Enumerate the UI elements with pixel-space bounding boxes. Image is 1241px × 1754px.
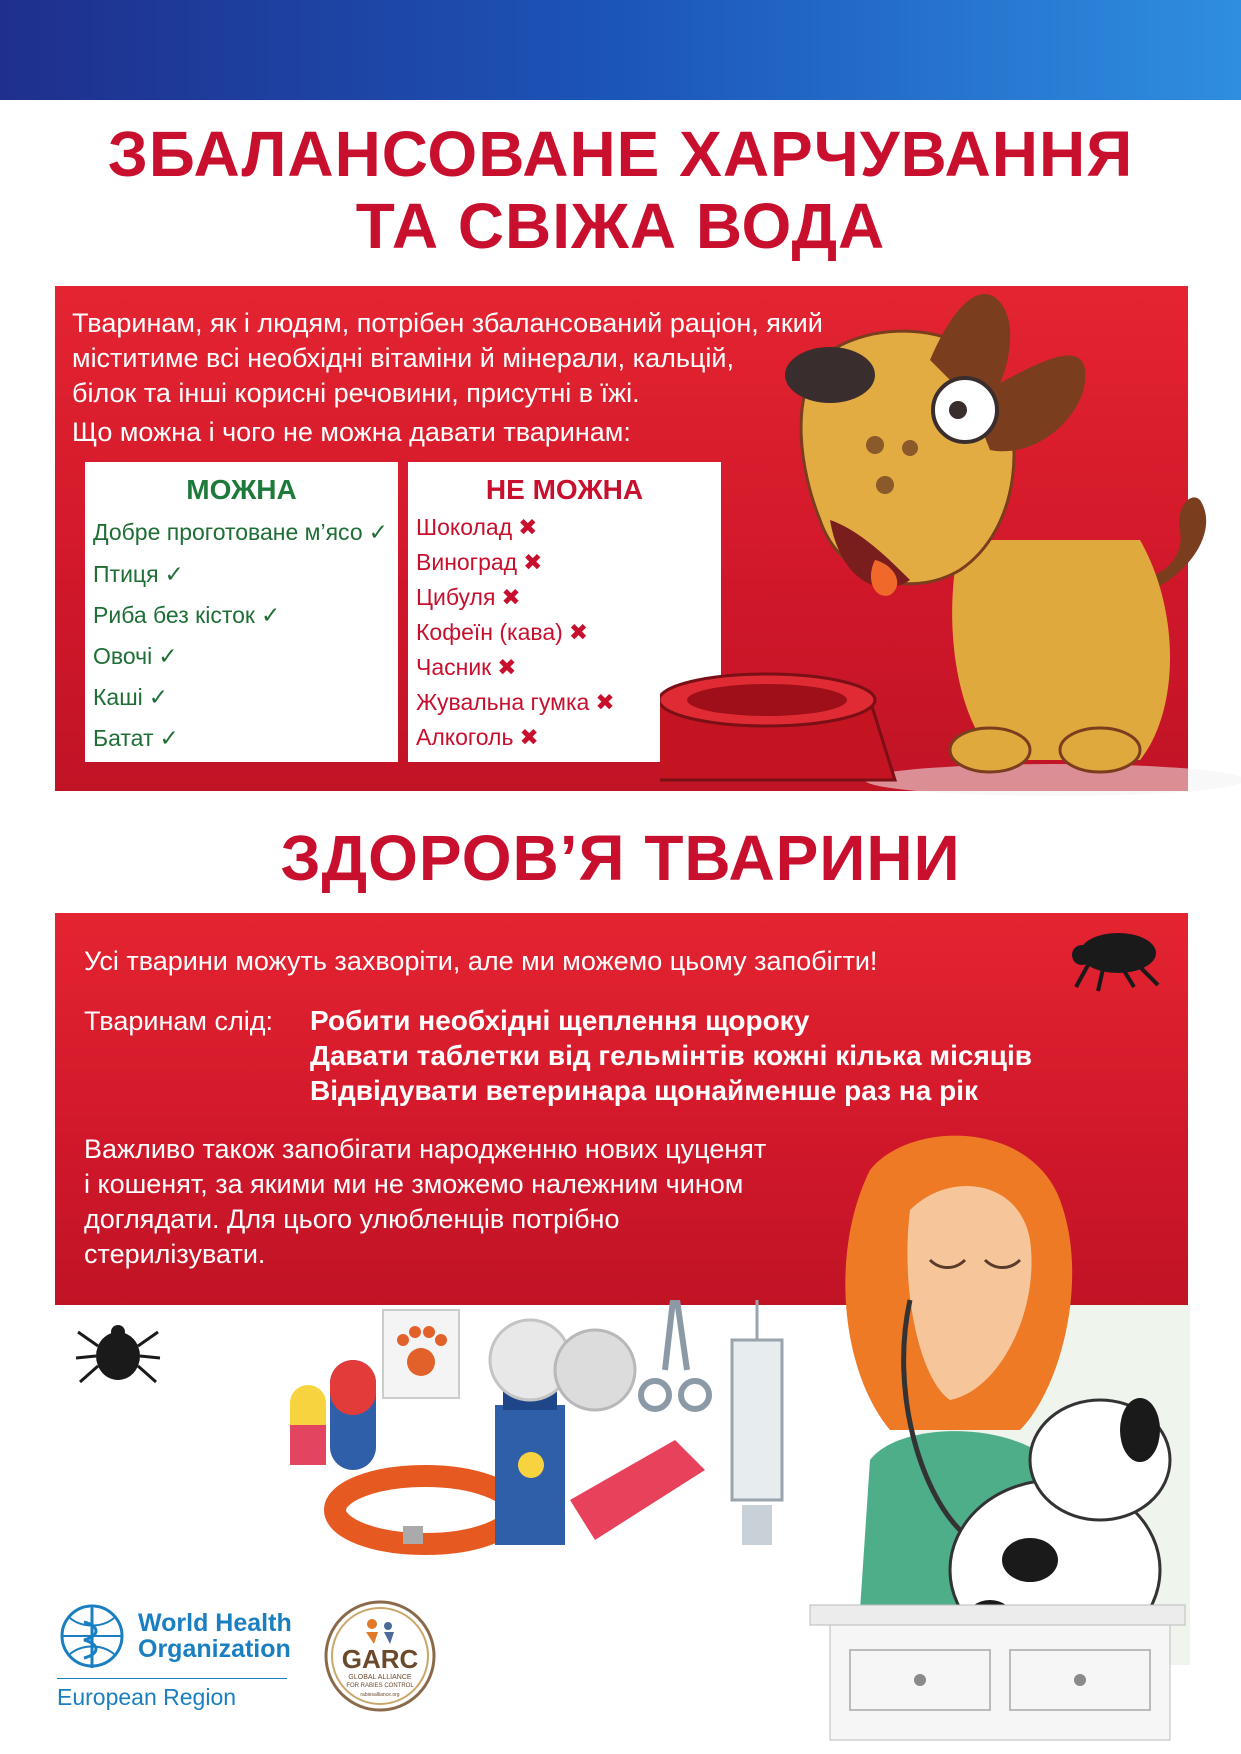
who-emblem-icon — [52, 1598, 132, 1678]
check-icon: ✓ — [368, 519, 388, 545]
allowed-food-item: Добре проготоване м’ясо ✓ — [93, 519, 388, 545]
forbidden-food-item: Виноград ✖ — [416, 549, 543, 575]
health-paragraph — [84, 1132, 766, 1272]
cross-icon: ✖ — [519, 724, 539, 750]
flea-icon — [1068, 925, 1160, 995]
nutrition-question: Що можна і чого не можна давати тваринам: — [72, 417, 631, 447]
cross-icon: ✖ — [568, 619, 589, 645]
health-intro: Усі тварини можуть захворіти, але ми можемо цьому запобігти! — [84, 946, 878, 976]
who-name-line-1: World Health — [138, 1609, 292, 1637]
check-icon: ✓ — [164, 561, 184, 587]
allowed-food-list — [85, 462, 398, 762]
health-measure-item: Відвідувати ветеринара щонайменше раз на рік — [310, 1075, 978, 1106]
cross-icon: ✖ — [497, 654, 517, 680]
garc-name: GARC — [341, 1644, 419, 1674]
check-icon: ✓ — [158, 643, 178, 669]
health-paragraph-line: Важливо також запобігати народженню нових цуценят — [84, 1134, 767, 1164]
cross-icon: ✖ — [518, 514, 538, 540]
check-icon: ✓ — [148, 684, 169, 710]
forbidden-food-title: НЕ МОЖНА — [485, 474, 644, 505]
allowed-food-item: Овочі ✓ — [93, 643, 178, 669]
page-title-line-2: ТА СВІЖА ВОДА — [355, 190, 886, 262]
health-measure-item: Давати таблетки від гельмінтів кожні кілька місяців — [310, 1040, 1032, 1071]
nutrition-intro-line: міститиме всі необхідні вітаміни й мінерали, кальцій, — [72, 343, 734, 373]
health-measure-item: Робити необхідні щеплення щороку — [310, 1005, 810, 1036]
cross-icon: ✖ — [523, 549, 543, 575]
tick-icon — [74, 1318, 162, 1388]
cross-icon: ✖ — [501, 584, 521, 610]
forbidden-food-item: Часник ✖ — [416, 654, 517, 680]
nutrition-intro-line: Тваринам, як і людям, потрібен збалансований раціон, який — [72, 308, 823, 338]
forbidden-food-item: Шоколад ✖ — [416, 514, 538, 540]
forbidden-food-item: Алкоголь ✖ — [416, 724, 539, 750]
allowed-food-item: Батат ✓ — [93, 725, 179, 751]
allowed-food-item: Птиця ✓ — [93, 561, 184, 587]
check-icon: ✓ — [260, 602, 281, 628]
allowed-food-item: Каші ✓ — [93, 684, 169, 710]
garc-logo — [322, 1598, 438, 1714]
health-paragraph-line: доглядати. Для цього улюбленців потрібно — [84, 1204, 620, 1234]
nutrition-intro-line: білок та інші корисні речовини, присутні в їжі. — [72, 378, 640, 408]
dog-with-bowl-illustration — [660, 280, 1241, 800]
health-paragraph-line: і кошенят, за якими ми не зможемо належним чином — [84, 1169, 744, 1199]
check-icon: ✓ — [159, 725, 179, 751]
health-measures-list — [310, 1003, 1032, 1108]
who-region-label: European Region — [57, 1684, 237, 1710]
garc-subtitle-1: GLOBAL ALLIANCE — [348, 1674, 412, 1681]
cross-icon: ✖ — [595, 689, 615, 715]
garc-subtitle-2: FOR RABIES CONTROL — [346, 1683, 414, 1689]
top-gradient-bar — [0, 0, 1241, 100]
veterinarian-with-puppy-illustration — [800, 1130, 1190, 1745]
allowed-food-item: Риба без кісток ✓ — [93, 602, 281, 628]
who-divider — [57, 1678, 287, 1679]
health-section-title: ЗДОРОВ’Я ТВАРИНИ — [280, 822, 961, 894]
health-measures-label: Тваринам слід: — [84, 1006, 273, 1036]
page-title-line-1: ЗБАЛАНСОВАНЕ ХАРЧУВАННЯ — [107, 118, 1134, 190]
forbidden-food-item: Цибуля ✖ — [416, 584, 521, 610]
allowed-food-title: МОЖНА — [186, 474, 297, 505]
forbidden-food-item: Жувальна гумка ✖ — [416, 689, 615, 715]
health-paragraph-line: стерилізувати. — [84, 1239, 266, 1269]
forbidden-food-item: Кофеїн (кава) ✖ — [416, 619, 589, 645]
garc-url: rabiesalliance.org — [360, 1692, 400, 1698]
who-name-line-2: Organization — [138, 1635, 291, 1663]
vet-supplies-illustration — [285, 1300, 805, 1560]
